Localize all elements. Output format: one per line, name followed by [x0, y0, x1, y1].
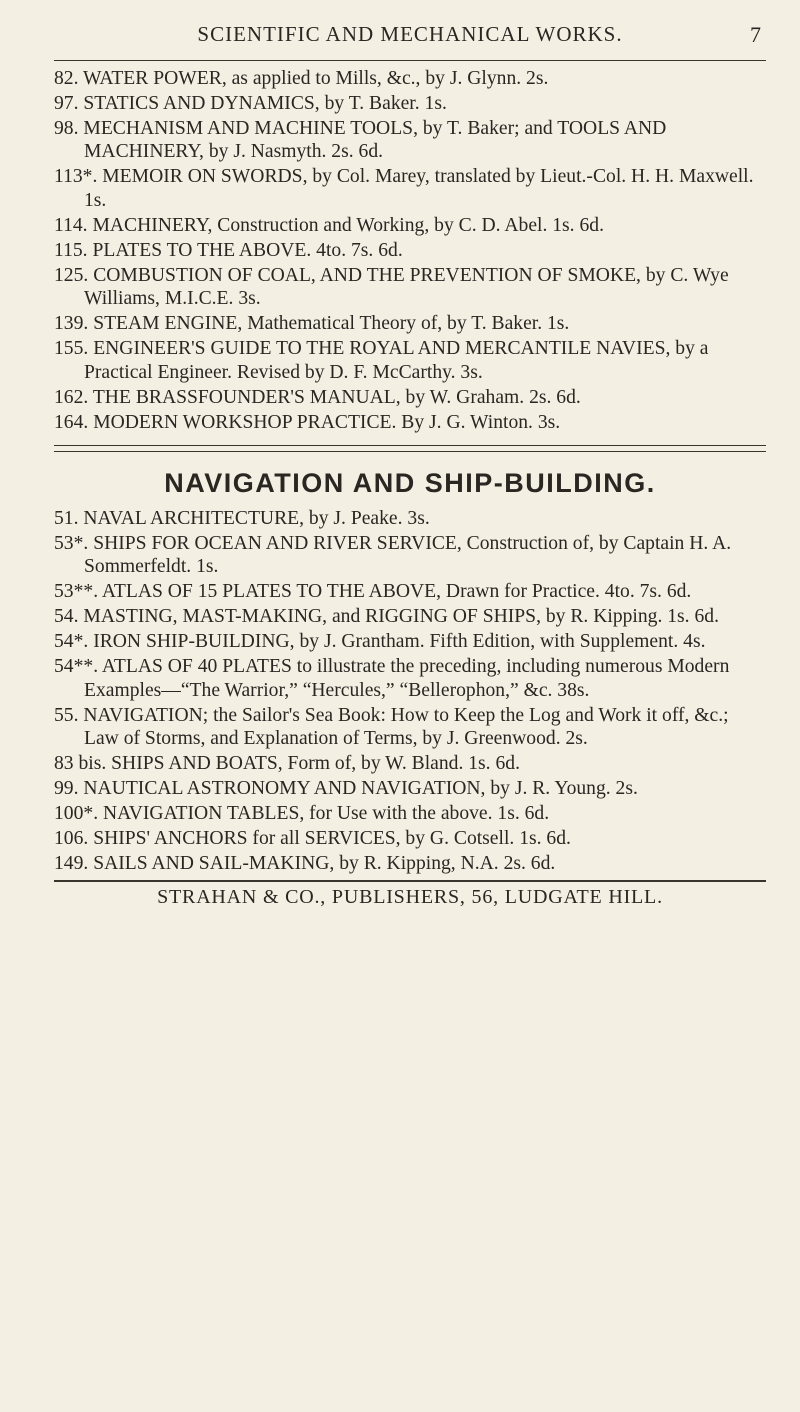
list-item: 164. MODERN WORKSHOP PRACTICE. By J. G. Winton. 3s.	[54, 411, 561, 433]
list-item: 54. MASTING, MAST-MAKING, and RIGGING OF SHIPS, by R. Kipping. 1s. 6d.	[54, 606, 719, 628]
list-item: 55. NAVIGATION; the Sailor's Sea Book: How to Keep the Log and Work it off, &c.; Law of Storms, and Explanation of Terms, by J. Greenwood. 2s.	[54, 704, 729, 750]
list-item: 113*. MEMOIR ON SWORDS, by Col. Marey, translated by Lieut.-Col. H. H. Maxwell. 1s.	[54, 166, 754, 211]
list-item: 53**. ATLAS OF 15 PLATES TO THE ABOVE, Drawn for Practice. 4to. 7s. 6d.	[54, 581, 692, 603]
list-item: 115. PLATES TO THE ABOVE. 4to. 7s. 6d.	[54, 239, 403, 261]
list-item: 114. MACHINERY, Construction and Working, by C. D. Abel. 1s. 6d.	[54, 214, 604, 236]
list-item: 54**. ATLAS OF 40 PLATES to illustrate the preceding, including numerous Modern Examples—“The Warrior,” “Hercules,” “Bellerophon,” &c. 38s.	[54, 656, 730, 701]
list-item: 149. SAILS AND SAIL-MAKING, by R. Kipping, N.A. 2s. 6d.	[54, 853, 556, 875]
list-item: 53*. SHIPS FOR OCEAN AND RIVER SERVICE, Construction of, by Captain H. A. Sommerfeldt. 1s.	[54, 533, 732, 578]
navigation-works-list	[54, 507, 766, 876]
list-item: 82. WATER POWER, as applied to Mills, &c., by J. Glynn. 2s.	[54, 68, 549, 89]
list-item: 125. COMBUSTION OF COAL, AND THE PREVENTION OF SMOKE, by C. Wye Williams, M.I.C.E. 3s.	[54, 264, 729, 310]
list-item: 54*. IRON SHIP-BUILDING, by J. Grantham. Fifth Edition, with Supplement. 4s.	[54, 631, 706, 653]
section-title-navigation: NAVIGATION AND SHIP-BUILDING.	[164, 468, 656, 499]
list-item: 155. ENGINEER'S GUIDE TO THE ROYAL AND MERCANTILE NAVIES, by a Practical Engineer. Revised by D. F. McCarthy. 3s.	[54, 338, 709, 383]
running-head-title: SCIENTIFIC AND MECHANICAL WORKS.	[197, 22, 623, 46]
list-item: 139. STEAM ENGINE, Mathematical Theory of, by T. Baker. 1s.	[54, 313, 570, 335]
list-item: 99. NAUTICAL ASTRONOMY AND NAVIGATION, by J. R. Young. 2s.	[54, 778, 638, 800]
list-item: 83 bis. SHIPS AND BOATS, Form of, by W. Bland. 1s. 6d.	[54, 753, 520, 775]
header-rule	[54, 60, 766, 61]
list-item: 106. SHIPS' ANCHORS for all SERVICES, by G. Cotsell. 1s. 6d.	[54, 828, 571, 850]
list-item: 97. STATICS AND DYNAMICS, by T. Baker. 1s.	[54, 93, 447, 114]
list-item: 100*. NAVIGATION TABLES, for Use with the above. 1s. 6d.	[54, 803, 550, 825]
page-number: 7	[750, 22, 762, 47]
list-item: 98. MECHANISM AND MACHINE TOOLS, by T. Baker; and TOOLS AND MACHINERY, by J. Nasmyth. 2s. 6d.	[54, 118, 667, 163]
publisher-imprint: STRAHAN & CO., PUBLISHERS, 56, LUDGATE HILL.	[157, 885, 663, 908]
mechanical-works-list	[54, 67, 766, 434]
running-head	[54, 22, 766, 52]
section-divider	[54, 445, 766, 452]
list-item: 162. THE BRASSFOUNDER'S MANUAL, by W. Graham. 2s. 6d.	[54, 386, 581, 408]
list-item: 51. NAVAL ARCHITECTURE, by J. Peake. 3s.	[54, 508, 430, 530]
footer-rule	[54, 880, 766, 882]
